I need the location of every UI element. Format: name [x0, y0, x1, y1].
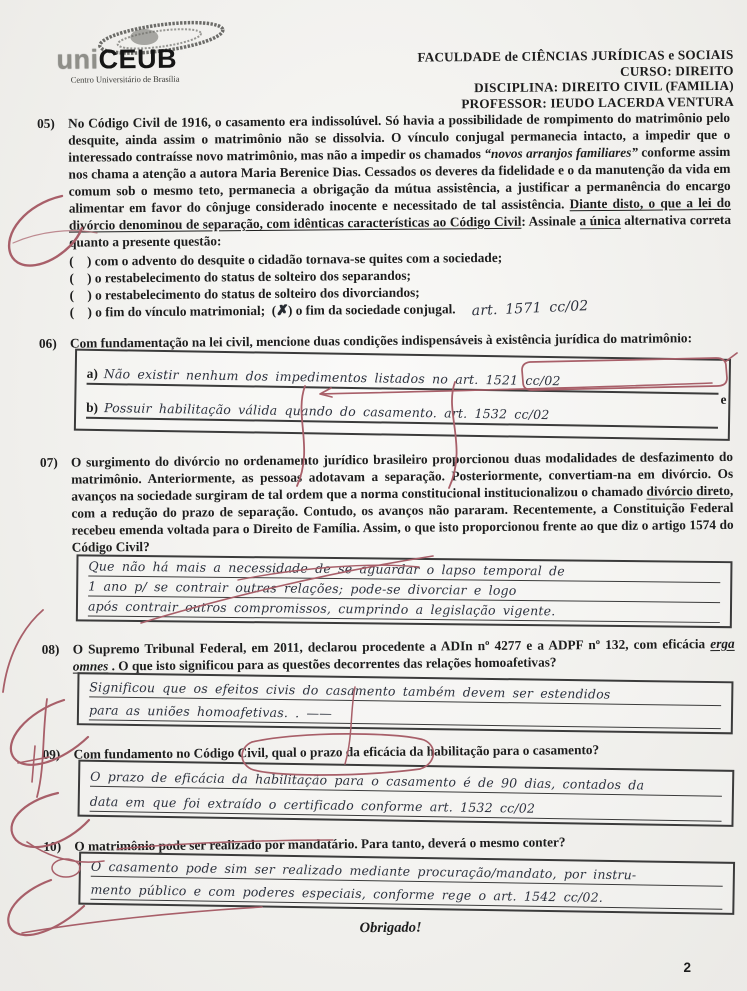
question-07-number: 07): [39, 454, 58, 470]
q5-text-3c: alternativa correta quanto a presente questão:: [69, 211, 732, 250]
q6-label-a: a): [86, 365, 98, 381]
q5-underlined-clause: Diante disto, o que a lei do divórcio denominou de separação, com idênticas características ao Código Civil: [68, 194, 731, 233]
question-10: [43, 832, 737, 913]
question-08: [42, 635, 736, 733]
question-09: [42, 740, 736, 825]
question-07-body: [71, 448, 734, 628]
q8-text-2: . O que isto significou para as questões decorrentes das relações homoafetivas?: [108, 654, 557, 674]
q7-answer-box: [76, 554, 733, 628]
q5-option-4b: ) o fim da sociedade conjugal.: [287, 301, 456, 318]
q6-label-b: b): [86, 399, 99, 415]
page-number: 2: [683, 960, 691, 975]
q8-erga-omnes: erga omnes: [72, 635, 735, 674]
q7-text: O surgimento do divórcio no ordenamento jurídico brasileiro proporcionou duas modalidades de desfazimento do matrimônio. Anteriormente, as pessoas adotavam a separação. Posteriormente, convertiam-na em divórcio. Os avanços na sociedade surgiram de tal ordem que a norma constitucional institucionalizou o chamado: [70, 448, 734, 504]
q5-option-2: ( ) o restabelecimento do status de solteiro dos separandos;: [69, 267, 411, 286]
q9-text: Com fundamento no Código Civil, qual o prazo da eficácia da habilitação para o casamento?: [73, 742, 600, 762]
q7-handwritten-line-1: Que não há mais a necessidade de se aguardar o lapso temporal de: [88, 558, 565, 579]
professor-line: PROFESSOR: IEUDO LACERDA VENTURA: [461, 93, 734, 112]
q8-text: O Supremo Tribunal Federal, em 2011, declarou procedente a ADIn nº 4277 e a ADPF nº 132, com eficácia: [72, 636, 711, 657]
uniceub-logo: [56, 15, 287, 107]
q8-answer-box: [77, 672, 734, 734]
question-06-number: 06): [38, 335, 57, 351]
question-06-body: [70, 329, 733, 439]
q6-text: Com fundamentação na lei civil, mencione duas condições indispensáveis à existência jurídica do matrimônio:: [69, 330, 693, 351]
q7-pen-underline: divórcio direto: [646, 482, 731, 499]
q5-text-2: conforme assim nos chama a atenção a autora Maria Berenice Dias. Cessados os deveres da fidelidade e o da manutenção da vida em comum sob o mesmo teto, permanecia a obrigação da mútua assistência, a justificar a permanência do encargo alimentar em favor do cônjuge considerado inocente e necessitado de tal assistência.: [68, 143, 731, 216]
question-08-body: [73, 635, 736, 733]
q5-checked-x-mark: ✗: [276, 303, 288, 319]
question-05-body: [68, 109, 732, 322]
q10-answer-box: [78, 852, 735, 915]
question-09-body: [73, 740, 736, 825]
q5-option-3: ( ) o restabelecimento do status de solteiro dos divorciandos;: [69, 284, 420, 303]
q6-conjunction-e: e: [720, 391, 727, 407]
question-09-number: 09): [42, 746, 61, 762]
exam-body: [1, 101, 747, 940]
question-07: [40, 448, 734, 628]
q6-handwritten-answer-a: Não existir nenhum dos impedimentos listados no art. 1521 cc/02: [103, 366, 561, 389]
q5-pen-underline: a única: [579, 212, 621, 229]
q6-handwritten-answer-b: Possuir habilitação válida quando do casamento. art. 1532 cc/02: [103, 400, 550, 423]
q7-text-2: , com a redução do prazo de separação. Contudo, os avanços não pararam. Recentemente, a Constituição Federal recebeu emenda voltada para o Direito de Família. Assim, o que isto proporcionou frente ao que diz o artigo 1574 do Código Civil?: [71, 482, 734, 555]
q8-handwritten-line-2: para as uniões homoafetivas. . ——: [88, 702, 333, 721]
q7-handwritten-line-2: 1 ano p/ se contrair outras relações; pode-se divorciar e logo: [88, 578, 517, 598]
q9-handwritten-line-2: data em que foi extraído o certificado conforme art. 1532 cc/02: [89, 793, 536, 816]
course-header: [417, 11, 734, 112]
faculty-line: FACULDADE de CIÊNCIAS JURÍDICAS e SOCIAIS: [417, 46, 734, 65]
q8-handwritten-line-1: Significou que os efeitos civis do casamento também devem ser estendidos: [89, 679, 611, 702]
q6-answer-box: [74, 349, 731, 441]
brand-ceub: CEUB: [98, 43, 178, 75]
question-05: [37, 109, 732, 322]
q9-handwritten-line-1: O prazo de eficácia da habilitação para o casamento é de 90 dias, contados da: [90, 768, 645, 793]
logo-subtitle: Centro Universitário de Brasília: [70, 73, 180, 85]
question-06: [39, 329, 733, 439]
q10-handwritten-line-1: O casamento pode sim ser realizado mediante procuração/mandato, por instru-: [90, 858, 637, 883]
q5-text-3a: : Assinale: [521, 213, 580, 229]
closing-thanks: Obrigado!: [359, 919, 422, 937]
q7-handwritten-line-3: após contrair outros compromissos, cumprindo a legislação vigente.: [87, 598, 556, 619]
question-10-body: [74, 832, 737, 913]
q5-handwritten-article-note: art. 1571 cc/02: [471, 298, 589, 320]
question-08-number: 08): [41, 641, 60, 657]
q10-text: O matrimônio pode ser realizado por mandatário. Para tanto, deverá o mesmo conter?: [74, 834, 566, 854]
course-line: CURSO: DIREITO: [619, 62, 734, 79]
question-10-number: 10): [43, 838, 62, 854]
page-header: [0, 0, 747, 112]
brand-uni: uni: [56, 44, 99, 75]
q5-quote: “novos arranjos familiares”: [484, 144, 639, 162]
brand-wordmark: [56, 45, 286, 74]
q10-handwritten-line-2: mento público e com poderes especiais, conforme rege o art. 1542 cc/02.: [90, 881, 604, 905]
q5-text: No Código Civil de 1916, o casamento era indissolúvel. Só havia a possibilidade de rompimento do matrimônio pelo desquite, ainda assim o matrimônio não se dissolvia. O vínculo conjugal permanecia intacto, a impedir que o interessado contraísse novo matrimônio, mas não a impedir os chamados: [67, 109, 731, 165]
question-05-number: 05): [36, 115, 55, 131]
q5-option-1: ( ) com o advento do desquite o cidadão tornava-se quites com a sociedade;: [69, 249, 503, 269]
discipline-line: DISCIPLINA: DIREITO CIVIL (FAMILIA): [474, 78, 734, 96]
q5-checkbox-open: (: [271, 302, 277, 318]
q5-option-4a: ( ) o fim do vínculo matrimonial;: [69, 302, 272, 320]
q9-answer-box: [78, 760, 735, 827]
q5-options: [69, 247, 732, 322]
